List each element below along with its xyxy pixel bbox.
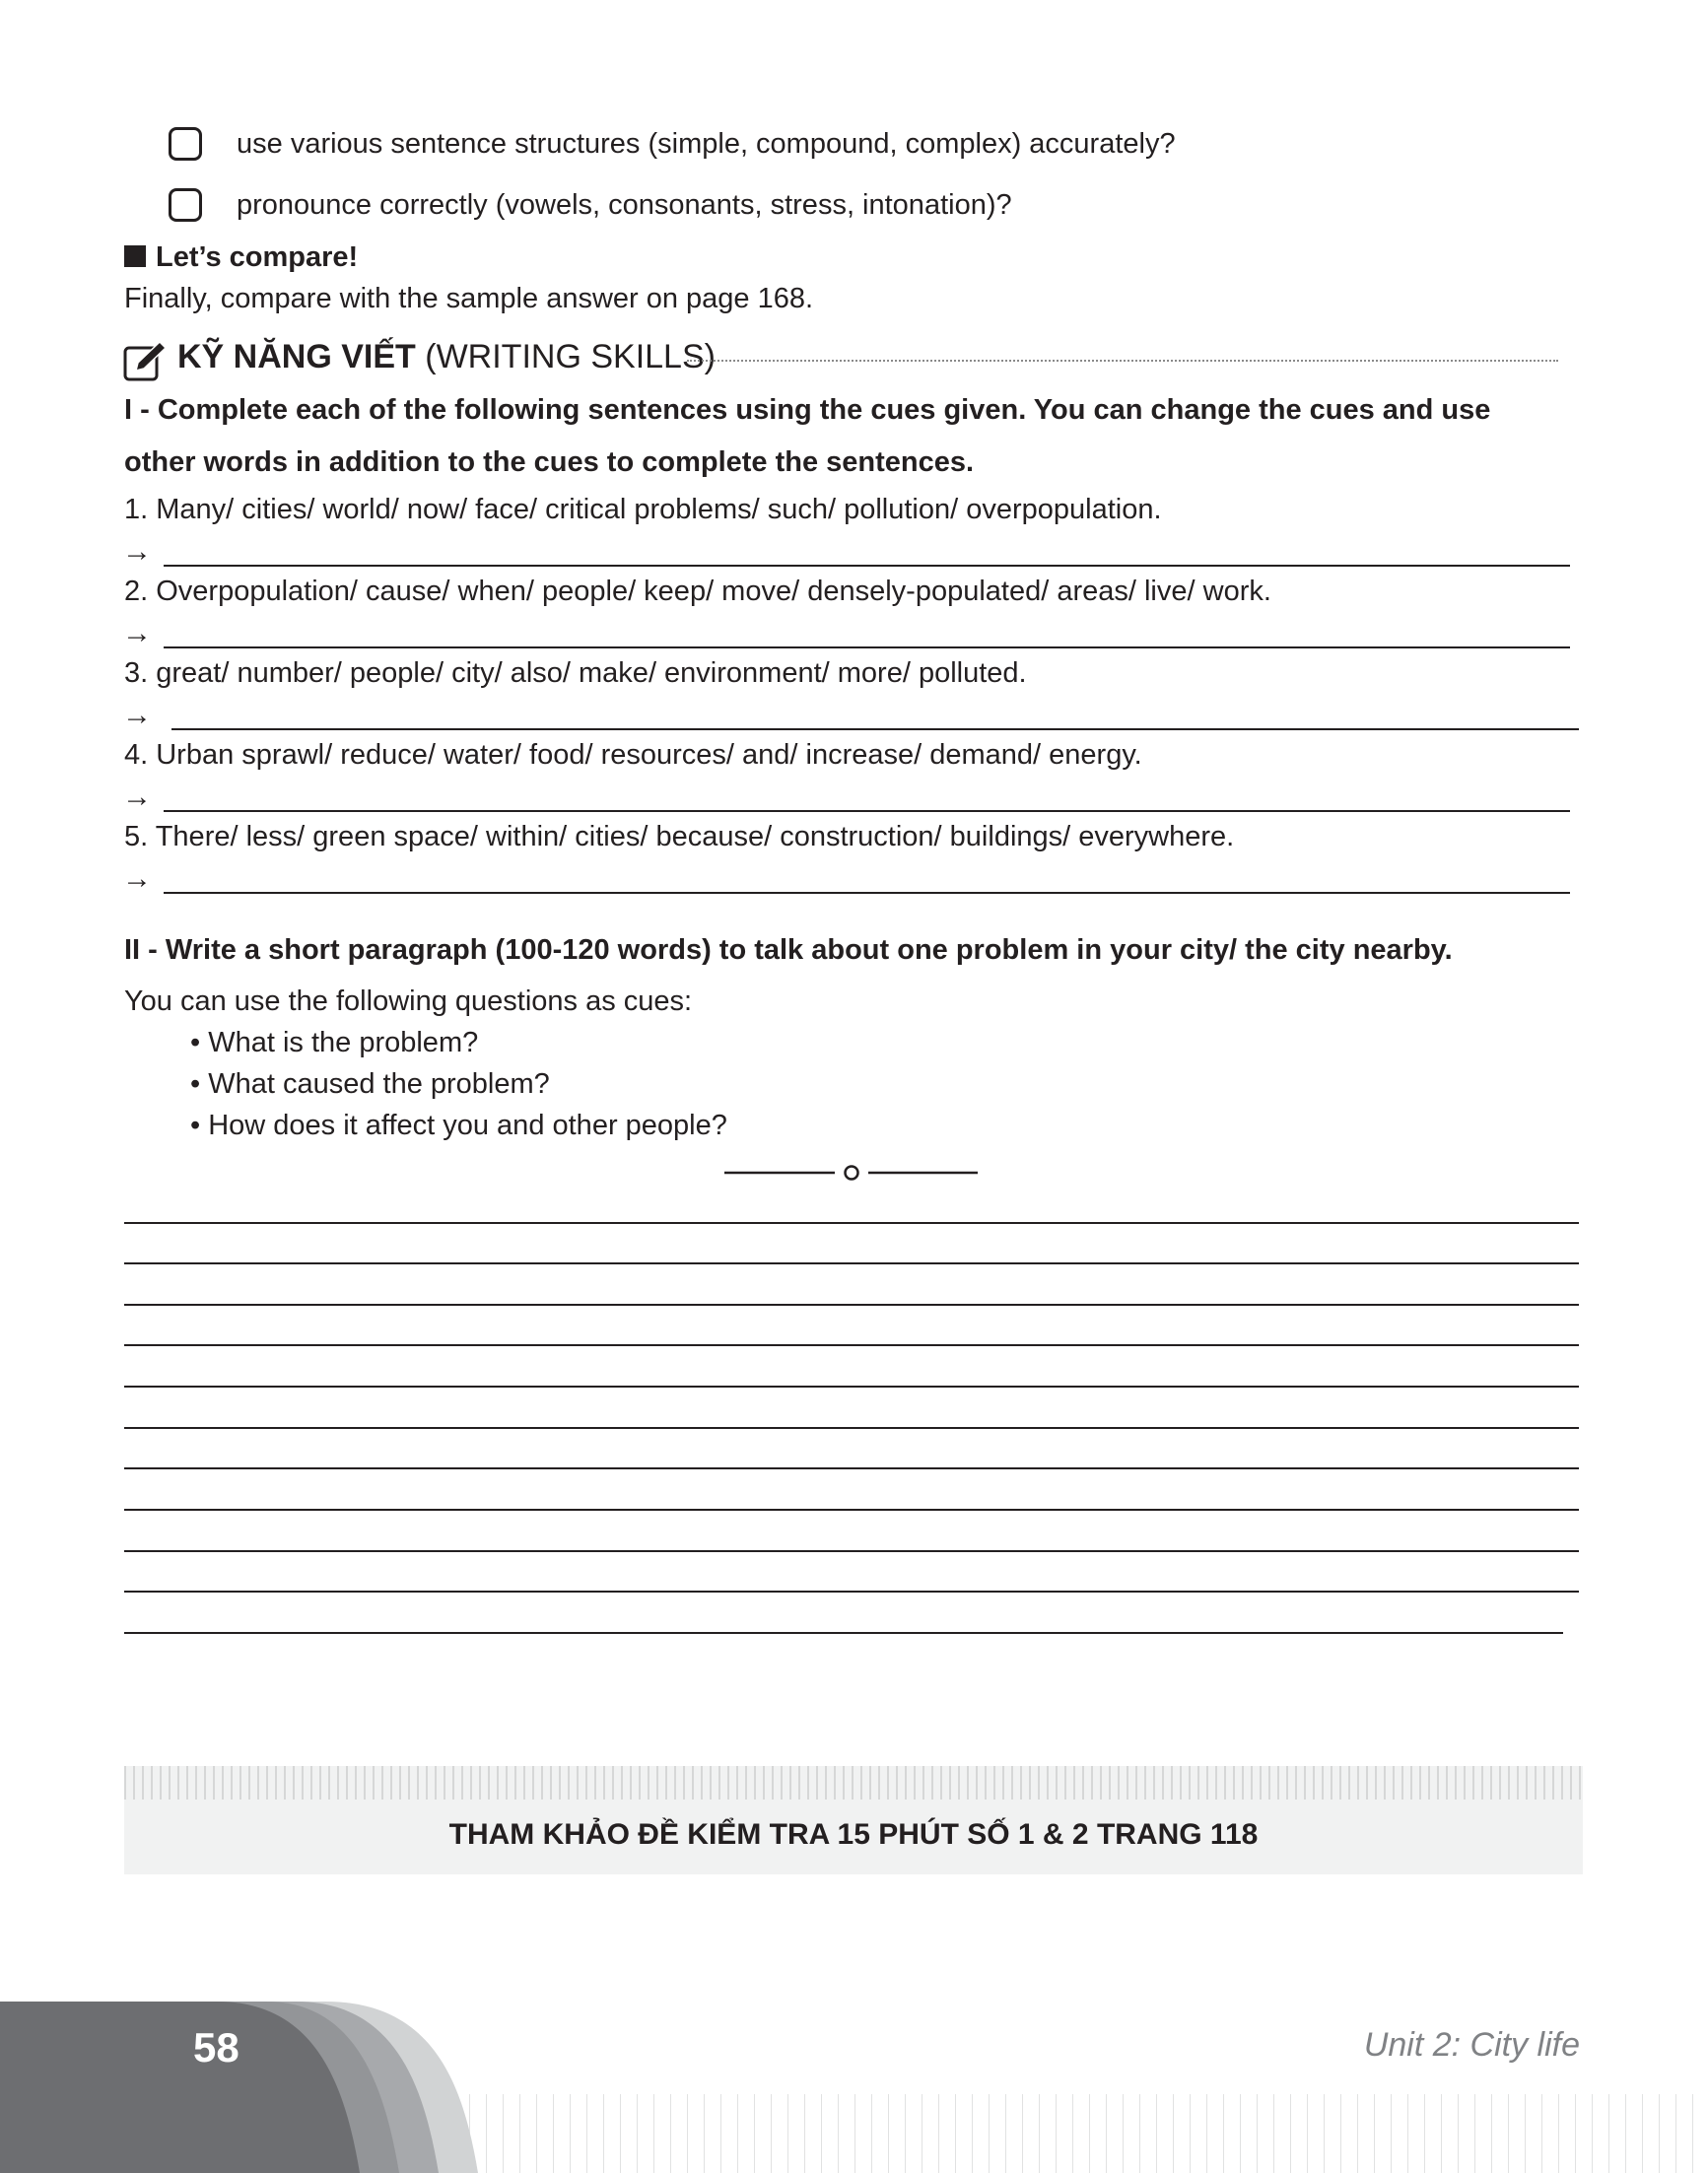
checklist-item: pronounce correctly (vowels, consonants, stress, intonation)? — [237, 189, 1012, 221]
exercise-item-4: 4. Urban sprawl/ reduce/ water/ food/ resources/ and/ increase/ demand/ energy. — [124, 739, 1142, 771]
checkbox-pronunciation[interactable] — [169, 188, 202, 222]
exercise-item-1: 1. Many/ cities/ world/ now/ face/ critical problems/ such/ pollution/ overpopulation. — [124, 494, 1162, 525]
arrow-icon: → — [122, 781, 152, 813]
reference-text: THAM KHẢO ĐỀ KIỂM TRA 15 PHÚT SỐ 1 & 2 TRANG 118 — [448, 1818, 1259, 1851]
section-title-normal: (WRITING SKILLS) — [425, 338, 716, 375]
cue-item: • What caused the problem? — [190, 1068, 550, 1100]
compare-text: Finally, compare with the sample answer on page 168. — [124, 283, 814, 314]
unit-label: Unit 2: City life — [1363, 2026, 1580, 2064]
writing-line[interactable] — [124, 1591, 1579, 1593]
answer-line-3[interactable] — [171, 728, 1579, 730]
part1-instruction-line2: other words in addition to the cues to complete the sentences. — [124, 446, 975, 478]
cue-item: • What is the problem? — [190, 1027, 479, 1058]
exercise-item-3: 3. great/ number/ people/ city/ also/ make/ environment/ more/ polluted. — [124, 657, 1027, 689]
answer-line-5[interactable] — [164, 892, 1570, 894]
reference-box — [124, 1766, 1583, 1874]
section-title-bold: KỸ NĂNG VIẾT — [177, 338, 416, 375]
part2-intro: You can use the following questions as cues: — [124, 985, 693, 1017]
writing-line[interactable] — [124, 1344, 1579, 1346]
writing-line[interactable] — [124, 1304, 1579, 1306]
pencil-edit-icon — [122, 339, 171, 382]
writing-line[interactable] — [124, 1222, 1579, 1224]
part2-instruction: II - Write a short paragraph (100-120 words) to talk about one problem in your city/ the city nearby. — [124, 934, 1453, 966]
writing-line[interactable] — [124, 1550, 1579, 1552]
section-title — [177, 337, 716, 376]
cue-item: • How does it affect you and other people? — [190, 1110, 727, 1141]
writing-line[interactable] — [124, 1467, 1579, 1469]
answer-line-2[interactable] — [164, 646, 1570, 648]
square-bullet-icon — [124, 245, 146, 267]
checkbox-sentence-structures[interactable] — [169, 127, 202, 161]
writing-line[interactable] — [124, 1262, 1579, 1264]
compare-heading: Let’s compare! — [156, 241, 359, 273]
writing-line[interactable] — [124, 1427, 1579, 1429]
arrow-icon: → — [122, 617, 152, 649]
arrow-icon: → — [122, 699, 152, 731]
ornament-divider — [724, 1163, 981, 1183]
writing-line[interactable] — [124, 1386, 1579, 1388]
reference-box-stripes — [124, 1766, 1583, 1800]
arrow-icon: → — [122, 862, 152, 895]
checklist-item: use various sentence structures (simple, compound, complex) accurately? — [237, 128, 1176, 160]
part1-instruction-line1: I - Complete each of the following sentences using the cues given. You can change the cues and use — [124, 394, 1491, 426]
exercise-item-5: 5. There/ less/ green space/ within/ cities/ because/ construction/ buildings/ everywhere. — [124, 821, 1235, 852]
answer-line-1[interactable] — [164, 565, 1570, 567]
arrow-icon: → — [122, 535, 152, 568]
section-divider — [687, 360, 1558, 362]
page-number: 58 — [193, 2024, 239, 2071]
page-corner-wave — [0, 1996, 512, 2173]
writing-line[interactable] — [124, 1509, 1579, 1511]
answer-line-4[interactable] — [164, 810, 1570, 812]
exercise-item-2: 2. Overpopulation/ cause/ when/ people/ keep/ move/ densely-populated/ areas/ live/ work. — [124, 576, 1271, 607]
writing-line[interactable] — [124, 1632, 1563, 1634]
